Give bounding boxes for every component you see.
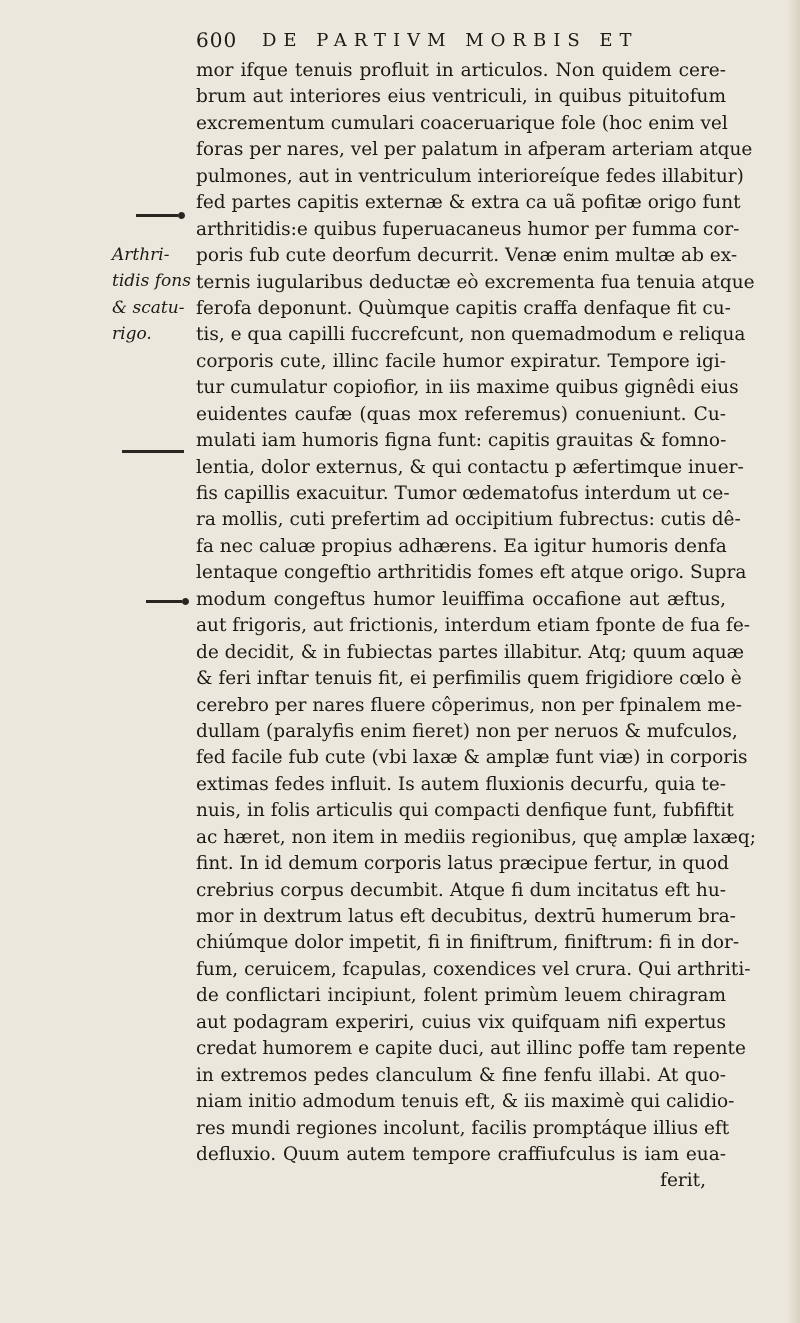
text-line: ra mollis, cuti prefertim ad occipitium fubrectus: cutis dê- xyxy=(196,509,741,531)
text-line: fa nec caluæ propius adhærens. Ea igitur humoris denfa xyxy=(196,535,727,557)
margin-note-line: rigo. xyxy=(112,324,152,345)
text-line: excrementum cumulari coaceruarique fole (hoc enim vel xyxy=(196,112,728,134)
running-head: DE PARTIVM MORBIS ET xyxy=(262,30,639,51)
margin-mark-dot xyxy=(182,598,189,605)
text-line: mor ifque tenuis profluit in articulos. Non quidem cere- xyxy=(196,60,726,81)
text-line: ac hæret, non item in mediis regionibus, quę amplæ laxæq; xyxy=(196,826,756,848)
margin-mark-dot xyxy=(178,212,185,219)
text-line: brum aut interiores eius ventriculi, in quibus pituitofum xyxy=(196,86,726,108)
text-line: foras per nares, vel per palatum in afperam arteriam atque xyxy=(196,139,753,161)
text-line: nuis, in folis articulis qui compacti denfique funt, fubfiftit xyxy=(196,800,734,822)
text-line: tur cumulatur copiofior, in iis maxime quibus gignêdi eius xyxy=(196,377,739,399)
text-line: fum, ceruicem, fcapulas, coxendices vel crura. Qui arthriti- xyxy=(196,958,751,980)
text-line: niam initio admodum tenuis eft, & iis maximè qui calidio- xyxy=(196,1091,735,1113)
text-line: lentaque congeftio arthritidis fomes eft atque origo. Supra xyxy=(196,562,747,584)
page-header xyxy=(196,24,716,56)
catchword-line: ferit, xyxy=(660,1170,706,1192)
margin-note-line: tidis fons xyxy=(112,271,191,292)
text-line: de conflictari incipiunt, folent primùm leuem chiragram xyxy=(196,985,726,1007)
text-line: ferofa deponunt. Quùmque capitis craffa denfaque fit cu- xyxy=(196,297,731,319)
text-line: arthritidis:e quibus fuperuacaneus humor per fumma cor- xyxy=(196,218,740,240)
margin-note-line: Arthri- xyxy=(112,245,170,265)
margin-note-line: & scatu- xyxy=(112,297,185,318)
text-line: aut frigoris, aut frictionis, interdum etiam fponte de fua fe- xyxy=(196,615,751,637)
text-line: ternis iugularibus deductæ eò excrementa fua tenuia atque xyxy=(196,271,755,293)
text-line: chiúmque dolor impetit, fi in finiftrum, finiftrum: fi in dor- xyxy=(196,932,740,954)
text-line: in extremos pedes clanculum & fine fenfu illabi. At quo- xyxy=(196,1064,726,1086)
text-line: euidentes caufæ (quas mox referemus) conueniunt. Cu- xyxy=(196,403,726,425)
text-line: tis, e qua capilli fuccrefcunt, non quemadmodum e reliqua xyxy=(196,324,746,346)
text-line: mulati iam humoris figna funt: capitis grauitas & fomno- xyxy=(196,430,727,452)
text-line: fint. In id demum corporis latus præcipue fertur, in quod xyxy=(196,853,729,875)
text-line: res mundi regiones incolunt, facilis promptáque illius eft xyxy=(196,1117,730,1139)
text-line: cerebro per nares fluere côperimus, non per fpinalem me- xyxy=(196,694,743,716)
text-line: fed partes capitis externæ & extra ca uã pofitæ origo funt xyxy=(196,192,741,214)
text-line: poris fub cute deorfum decurrit. Venæ enim multæ ab ex- xyxy=(196,245,738,267)
text-line: & feri inftar tenuis fit, ei perfimilis quem frigidiore cœlo è xyxy=(196,668,742,690)
margin-mark xyxy=(136,214,178,217)
text-line: extimas fedes influit. Is autem fluxionis decurfu, quia te- xyxy=(196,773,726,795)
text-line: credat humorem e capite duci, aut illinc poffe tam repente xyxy=(196,1038,746,1060)
text-line: mor in dextrum latus eft decubitus, dextrū humerum bra- xyxy=(196,906,736,927)
text-line: crebrius corpus decumbit. Atque fi dum incitatus eft hu- xyxy=(196,879,726,901)
page-number: 600 xyxy=(196,28,238,52)
page-edge-shadow xyxy=(786,0,800,1323)
text-line: fed facile fub cute (vbi laxæ & amplæ funt viæ) in corporis xyxy=(196,747,748,769)
text-line: defluxio. Quum autem tempore craffiufculus is iam eua- xyxy=(196,1143,726,1165)
text-line: de decidit, & in fubiectas partes illabitur. Atq; quum aquæ xyxy=(196,641,745,663)
text-line: aut podagram experiri, cuius vix quifquam nifi expertus xyxy=(196,1011,726,1033)
text-line: lentia, dolor externus, & qui contactu p æfertimque inuer- xyxy=(196,456,744,478)
text-line: pulmones, aut in ventriculum interioreíque fedes illabitur) xyxy=(196,165,744,187)
text-line: corporis cute, illinc facile humor expiratur. Tempore igi- xyxy=(196,350,726,372)
margin-mark xyxy=(122,450,184,453)
margin-note xyxy=(112,242,194,348)
text-line: dullam (paralyfis enim fieret) non per neruos & mufculos, xyxy=(196,720,738,742)
text-line: modum congeftus humor leuiffima occafione aut æftus, xyxy=(196,588,726,610)
margin-mark xyxy=(146,600,182,603)
text-line: fis capillis exacuitur. Tumor œdematofus interdum ut ce- xyxy=(196,483,730,504)
body-text xyxy=(196,58,756,1195)
